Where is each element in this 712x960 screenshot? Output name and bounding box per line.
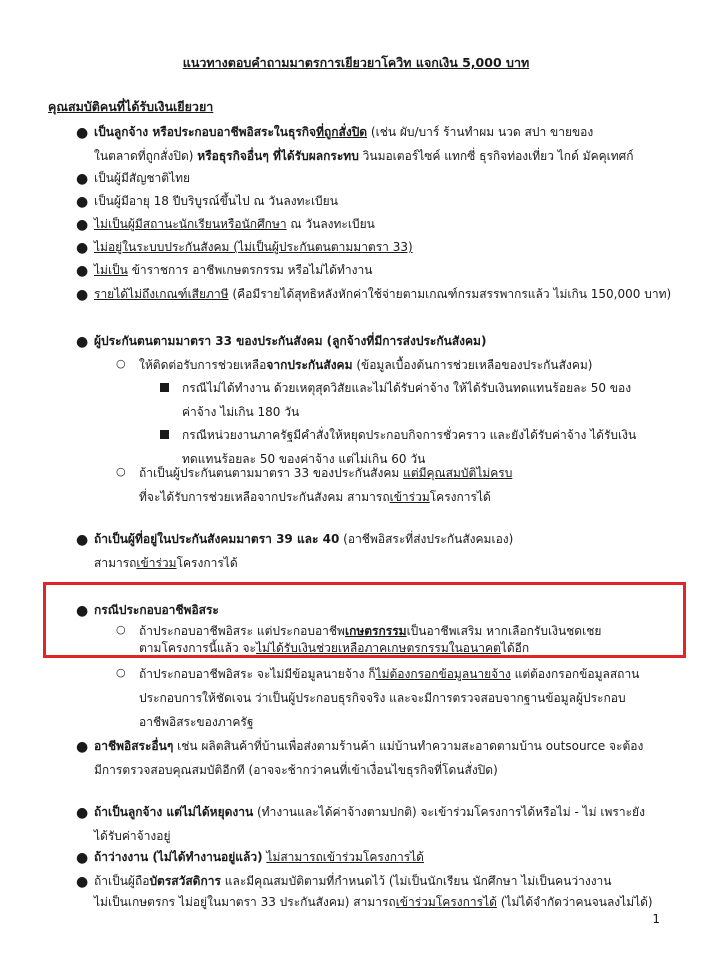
list-item-welfare-card: ถ้าเป็นผู้ถือบัตรสวัสดิการ และมีคุณสมบัติตามที่กำหนดไว้ (ไม่เป็นนักเรียน นักศึกษา ไม่เป็นคนว่างงาน: [94, 874, 612, 888]
list-item-still-employed-cont: ได้รับค่าจ้างอยู่: [94, 829, 171, 843]
circle-bullet: ○: [116, 357, 126, 370]
list-item-freelance: กรณีประกอบอาชีพอิสระ: [94, 603, 219, 617]
list-item-not-civil-servant: ไม่เป็น ข้าราชการ อาชีพเกษตรกรรม หรือไม่ได้ทำงาน: [94, 263, 373, 277]
sub-sub-item-not-working: กรณีไม่ได้ทำงาน ด้วยเหตุสุดวิสัยและไม่ได้รับค่าจ้าง ให้ได้รับเงินทดแทนร้อยละ 50 ของ: [182, 381, 632, 395]
sub-item-contact-ss: ให้ติดต่อรับการช่วยเหลือจากประกันสังคม (ข้อมูลเบื้องต้นการช่วยเหลือของประกันสังคม): [139, 358, 593, 372]
list-item-employee: เป็นลูกจ้าง หรือประกอบอาชีพอิสระในธุรกิจที่ถูกสั่งปิด (เช่น ผับ/บาร์ ร้านทำผม นวด สปา ขายของ: [94, 125, 594, 139]
sub-sub-item-gov-order: กรณีหน่วยงานภาครัฐมีคำสั่งให้หยุดประกอบกิจการชั่วคราว และยังได้รับค่าจ้าง ได้รับเงิน: [182, 428, 637, 442]
sub-item-employer-info-cont2: อาชีพอิสระของภาครัฐ: [139, 715, 254, 729]
list-item-employee-cont: ในตลาดที่ถูกสั่งปิด) หรือธุรกิจอื่นๆ ที่ได้รับผลกระทบ วินมอเตอร์ไซค์ แทกซี่ ธุรกิจท่องเที่ยว ไกด์ มัคคุเทศก์: [94, 149, 634, 163]
bullet: ●: [76, 240, 89, 256]
bullet: ●: [76, 739, 89, 755]
list-item-section-39-40-cont: สามารถเข้าร่วมโครงการได้: [94, 556, 238, 570]
list-item-other-freelance: อาชีพอิสระอื่นๆ เช่น ผลิตสินค้าที่บ้านเพื่อส่งตามร้านค้า แม่บ้านทำความสะอาดตามบ้าน outsource จะต้อง: [94, 739, 644, 753]
list-item-welfare-card-cont: ไม่เป็นเกษตรกร ไม่อยู่ในมาตรา 33 ประกันสังคม) สามารถเข้าร่วมโครงการได้ (ไม่ได้จำกัดว่าคนจนลงไม่ได้): [94, 895, 653, 909]
bullet: ●: [76, 125, 89, 141]
bullet: ●: [76, 334, 89, 350]
sub-item-employer-info: ถ้าประกอบอาชีพอิสระ จะไม่มีข้อมูลนายจ้าง ก็ไม่ต้องกรอกข้อมูลนายจ้าง แต่ต้องกรอกข้อมูลสถาน: [139, 667, 640, 681]
section-heading-qualifications: คุณสมบัติคนที่ได้รับเงินเยียวยา: [48, 99, 214, 114]
bullet: ●: [76, 874, 89, 890]
list-item-section-33: ผู้ประกันตนตามมาตรา 33 ของประกันสังคม (ลูกจ้างที่มีการส่งประกันสังคม): [94, 334, 487, 348]
sub-sub-item-not-working-cont: ค่าจ้าง ไม่เกิน 180 วัน: [182, 405, 300, 419]
square-bullet: [160, 383, 169, 392]
list-item-other-freelance-cont: มีการตรวจสอบคุณสมบัติอีกที (อาจจะช้ากว่าคนที่เข้าเงื่อนไขธุรกิจที่โดนสั่งปิด): [94, 763, 498, 777]
list-item-not-social-security: ไม่อยู่ในระบบประกันสังคม (ไม่เป็นผู้ประกันตนตามมาตรา 33): [94, 240, 413, 254]
sub-item-incomplete: ถ้าเป็นผู้ประกันตนตามมาตรา 33 ของประกันสังคม แต่มีคุณสมบัติไม่ครบ: [139, 466, 513, 480]
bullet: ●: [76, 194, 89, 210]
list-item-nationality: เป็นผู้มีสัญชาติไทย: [94, 171, 191, 185]
document-title: แนวทางตอบคำถามมาตรการเยียวยาโควิท แจกเงิน 5,000 บาท: [182, 55, 530, 70]
sub-sub-item-gov-order-cont: ทดแทนร้อยละ 50 ของค่าจ้าง แต่ไม่เกิน 60 วัน: [182, 452, 426, 466]
list-item-age: เป็นผู้มีอายุ 18 ปีบริบูรณ์ขึ้นไป ณ วันลงทะเบียน: [94, 194, 338, 208]
bullet: ●: [76, 603, 89, 619]
sub-item-agriculture: ถ้าประกอบอาชีพอิสระ แต่ประกอบอาชีพเกษตรกรรมเป็นอาชีพเสริม หากเลือกรับเงินชดเชย: [139, 624, 602, 638]
sub-item-employer-info-cont: ประกอบการให้ชัดเจน ว่าเป็นผู้ประกอบธุรกิจจริง และจะมีการตรวจสอบจากฐานข้อมูลผู้ประกอบ: [139, 691, 626, 705]
sub-item-agriculture-cont: ตามโครงการนี้แล้ว จะไม่ได้รับเงินช่วยเหลือภาคเกษตรกรรมในอนาคตได้อีก: [139, 641, 530, 655]
sub-item-incomplete-cont: ที่จะได้รับการช่วยเหลือจากประกันสังคม สามารถเข้าร่วมโครงการได้: [139, 490, 491, 504]
circle-bullet: ○: [116, 465, 126, 478]
bullet: ●: [76, 217, 89, 233]
bullet: ●: [76, 263, 89, 279]
highlight-box: [43, 582, 686, 658]
bullet: ●: [76, 287, 89, 303]
list-item-still-employed: ถ้าเป็นลูกจ้าง แต่ไม่ได้หยุดงาน (ทำงานและได้ค่าจ้างตามปกติ) จะเข้าร่วมโครงการได้หรือไม่ - ไม่ เพราะยัง: [94, 805, 645, 819]
list-item-not-student: ไม่เป็นผู้มีสถานะนักเรียนหรือนักศึกษา ณ วันลงทะเบียน: [94, 217, 375, 231]
list-item-section-39-40: ถ้าเป็นผู้ที่อยู่ในประกันสังคมมาตรา 39 และ 40 (อาชีพอิสระที่ส่งประกันสังคมเอง): [94, 532, 514, 546]
page-number: 1: [652, 912, 660, 926]
circle-bullet: ○: [116, 666, 126, 679]
bullet: ●: [76, 850, 89, 866]
square-bullet: [160, 430, 169, 439]
bullet: ●: [76, 171, 89, 187]
list-item-unemployed: ถ้าว่างงาน (ไม่ได้ทำงานอยู่แล้ว) ไม่สามารถเข้าร่วมโครงการได้: [94, 850, 424, 864]
bullet: ●: [76, 805, 89, 821]
circle-bullet: ○: [116, 623, 126, 636]
bullet: ●: [76, 532, 89, 548]
list-item-income: รายได้ไม่ถึงเกณฑ์เสียภาษี (คือมีรายได้สุทธิหลังหักค่าใช้จ่ายตามเกณฑ์กรมสรรพากรแล้ว ไม่เกิน 150,000 บาท): [94, 287, 672, 301]
